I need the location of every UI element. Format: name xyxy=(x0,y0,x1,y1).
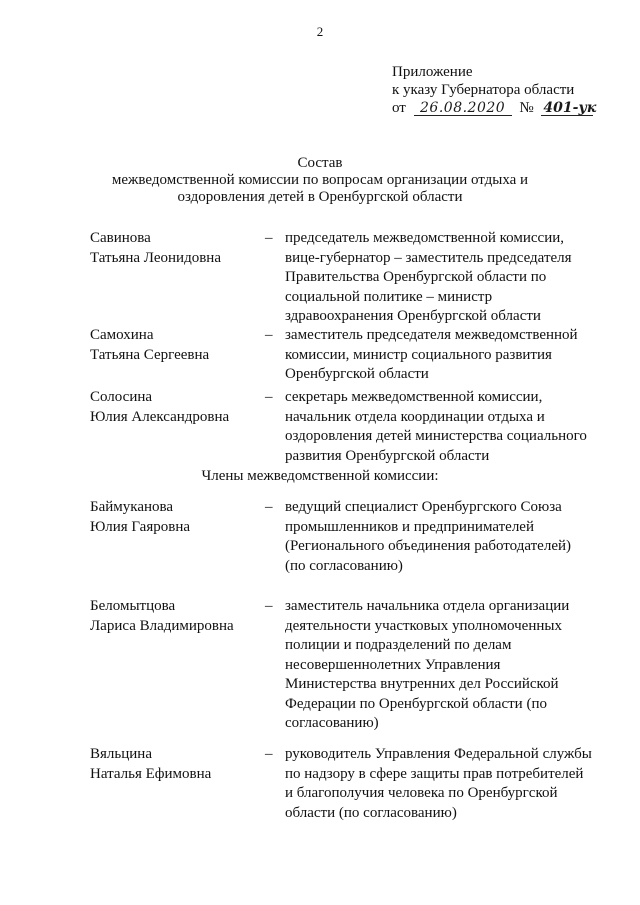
appendix-from-label: от xyxy=(392,100,406,116)
decree-number-handwritten: 401-ук xyxy=(543,100,597,116)
appendix-decree-ref: к указу Губернатора области xyxy=(392,82,575,98)
member-name xyxy=(90,326,260,365)
member-given-name: Татьяна Сергеевна xyxy=(90,346,210,363)
member-given-name: Юлия Александровна xyxy=(90,408,230,425)
dash-separator: – xyxy=(265,230,273,246)
member-surname: Беломытцова xyxy=(90,598,176,614)
member-name xyxy=(90,597,260,636)
dash-separator: – xyxy=(265,327,273,343)
member-given-name: Лариса Владимировна xyxy=(90,617,234,634)
appendix-title: Приложение xyxy=(392,64,473,80)
member-role: заместитель начальника отдела организации деятельности участковых уполномоченных полиции и подразделений по делам несовершеннолетних Управления Министерства внутренних дел Российской Федерации по Оренбургской области (по согласованию) xyxy=(285,598,570,731)
dash-separator: – xyxy=(265,746,273,762)
member-role: ведущий специалист Оренбургского Союза промышленников и предпринимателей (Регионального объединения работодателей) (по согласованию) xyxy=(285,499,571,574)
member-surname: Солосина xyxy=(90,389,153,405)
member-given-name: Юлия Гаяровна xyxy=(90,518,191,535)
member-given-name: Наталья Ефимовна xyxy=(90,765,212,782)
appendix-block xyxy=(392,63,597,117)
member-surname: Савинова xyxy=(90,230,151,246)
member-role: председатель межведомственной комиссии, вице-губернатор – заместитель председателя Правительства Оренбургской области по социальной политике – министр здравоохранения Оренбургской области xyxy=(285,230,572,324)
member-surname: Самохина xyxy=(90,327,154,343)
title-line-3: оздоровления детей в Оренбургской области xyxy=(177,189,463,205)
member-role: секретарь межведомственной комиссии, начальник отдела координации отдыха и оздоровления детей министерства социального развития Оренбургской области xyxy=(285,389,587,464)
member-surname: Вяльцина xyxy=(90,746,152,762)
member-role: руководитель Управления Федеральной службы по надзору в сфере защиты прав потребителей и благополучия человека по Оренбургской области (по согласованию) xyxy=(285,746,592,821)
document-title xyxy=(0,155,640,206)
title-line-2: межведомственной комиссии по вопросам организации отдыха и xyxy=(111,172,529,188)
dash-separator: – xyxy=(265,499,273,515)
page-number: 2 xyxy=(316,24,324,39)
member-surname: Баймуканова xyxy=(90,499,174,515)
members-heading: Члены межведомственной комиссии: xyxy=(201,468,439,484)
member-role: заместитель председателя межведомственной комиссии, министр социального развития Оренбургской области xyxy=(285,327,578,382)
appendix-date-line xyxy=(392,99,597,117)
member-given-name: Татьяна Леонидовна xyxy=(90,249,221,266)
member-name xyxy=(90,229,260,268)
dash-separator: – xyxy=(265,598,273,614)
title-line-1: Состав xyxy=(297,155,343,171)
member-name xyxy=(90,388,260,427)
appendix-number-label: № xyxy=(519,100,534,116)
member-name xyxy=(90,498,260,537)
dash-separator: – xyxy=(265,389,273,405)
decree-date-handwritten: 26.08.2020 xyxy=(414,102,512,116)
member-name xyxy=(90,745,260,784)
